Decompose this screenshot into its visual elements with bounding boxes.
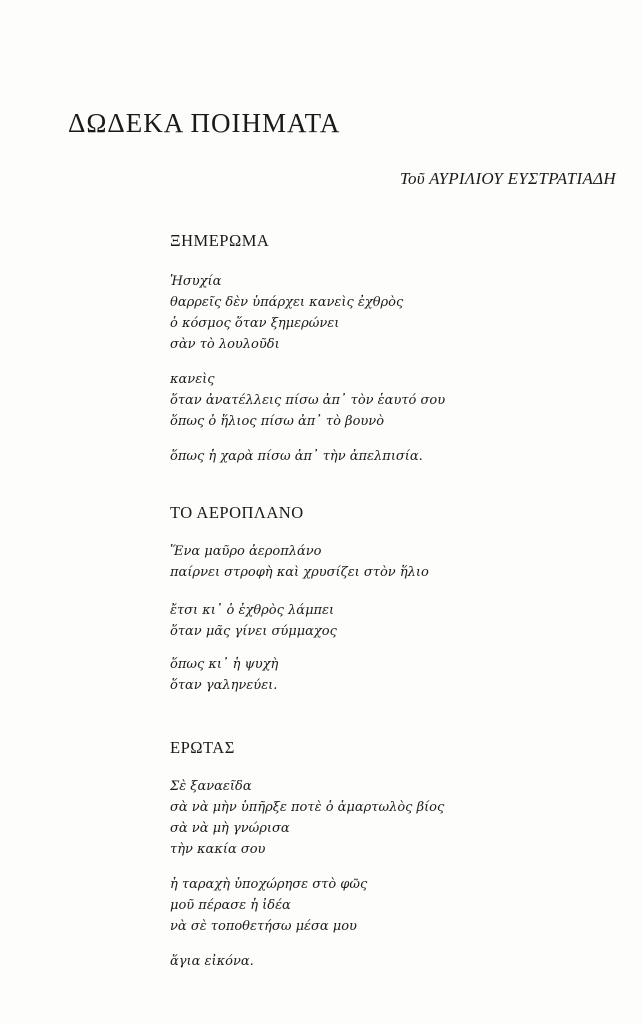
stanza bbox=[170, 369, 610, 432]
verse-line: ὅπως ἡ χαρὰ πίσω ἀπ᾽ τὴν ἀπελπισία. bbox=[170, 449, 423, 464]
verse-line: κανεὶς bbox=[170, 372, 215, 387]
stanza bbox=[170, 600, 610, 642]
poem-erotas bbox=[170, 738, 610, 972]
poem-xemeroma bbox=[170, 231, 610, 467]
verse-line: παίρνει στροφὴ καὶ χρυσίζει στὸν ἥλιο bbox=[170, 565, 429, 580]
verse-line: τὴν κακία σου bbox=[170, 842, 266, 857]
verse-line: Ἡσυχία bbox=[170, 274, 222, 289]
verse-line: ἡ ταραχὴ ὑποχώρησε στὸ φῶς bbox=[170, 877, 368, 892]
poem-to-aeroplano bbox=[170, 503, 610, 696]
verse-line: ὅπως κι᾽ ἡ ψυχὴ bbox=[170, 657, 279, 672]
verse-line: σὰ νὰ μὴ γνώρισα bbox=[170, 821, 290, 836]
stanza bbox=[170, 271, 610, 355]
verse-line: ὅταν μᾶς γίνει σύμμαχος bbox=[170, 624, 337, 639]
verse-line: ἅγια εἰκόνα. bbox=[170, 954, 254, 969]
verse-line: ὅταν γαληνεύει. bbox=[170, 678, 278, 693]
verse-line: ὅταν ἀνατέλλεις πίσω ἀπ᾽ τὸν ἑαυτό σου bbox=[170, 393, 446, 408]
stanza bbox=[170, 951, 610, 972]
author-byline: Τοῦ ΑΥΡΙΛΙΟΥ ΕΥΣΤΡΑΤΙΑΔΗ bbox=[399, 169, 616, 188]
poem-title: ΕΡΩΤΑΣ bbox=[170, 738, 235, 757]
stanza bbox=[170, 654, 610, 696]
verse-line: σὰ νὰ μὴν ὑπῆρξε ποτὲ ὁ ἁμαρτωλὸς βίος bbox=[170, 800, 445, 815]
verse-line: θαρρεῖς δὲν ὑπάρχει κανεὶς ἐχθρὸς bbox=[170, 295, 404, 310]
verse-line: Σὲ ξαναεῖδα bbox=[170, 779, 252, 794]
stanza bbox=[170, 446, 610, 467]
verse-line: νὰ σὲ τοποθετήσω μέσα μου bbox=[170, 919, 357, 934]
verse-line: σὰν τὸ λουλοῦδι bbox=[170, 337, 280, 352]
stanza bbox=[170, 874, 610, 937]
stanza bbox=[170, 776, 610, 860]
page-title: ΔΩΔΕΚΑ ΠΟΙΗΜΑΤΑ bbox=[68, 108, 341, 138]
poem-title: ΤΟ ΑΕΡΟΠΛΑΝΟ bbox=[170, 503, 304, 522]
verse-line: ὁ κόσμος ὅταν ξημερώνει bbox=[170, 316, 340, 331]
verse-line: Ἕνα μαῦρο ἀεροπλάνο bbox=[170, 544, 322, 559]
stanza bbox=[170, 541, 610, 583]
verse-line: ὅπως ὁ ἥλιος πίσω ἀπ᾽ τὸ βουνὸ bbox=[170, 414, 385, 429]
poem-title: ΞΗΜΕΡΩΜΑ bbox=[170, 231, 270, 250]
verse-line: μοῦ πέρασε ἡ ἰδέα bbox=[170, 898, 291, 913]
verse-line: ἔτσι κι᾽ ὁ ἐχθρὸς λάμπει bbox=[170, 603, 335, 618]
